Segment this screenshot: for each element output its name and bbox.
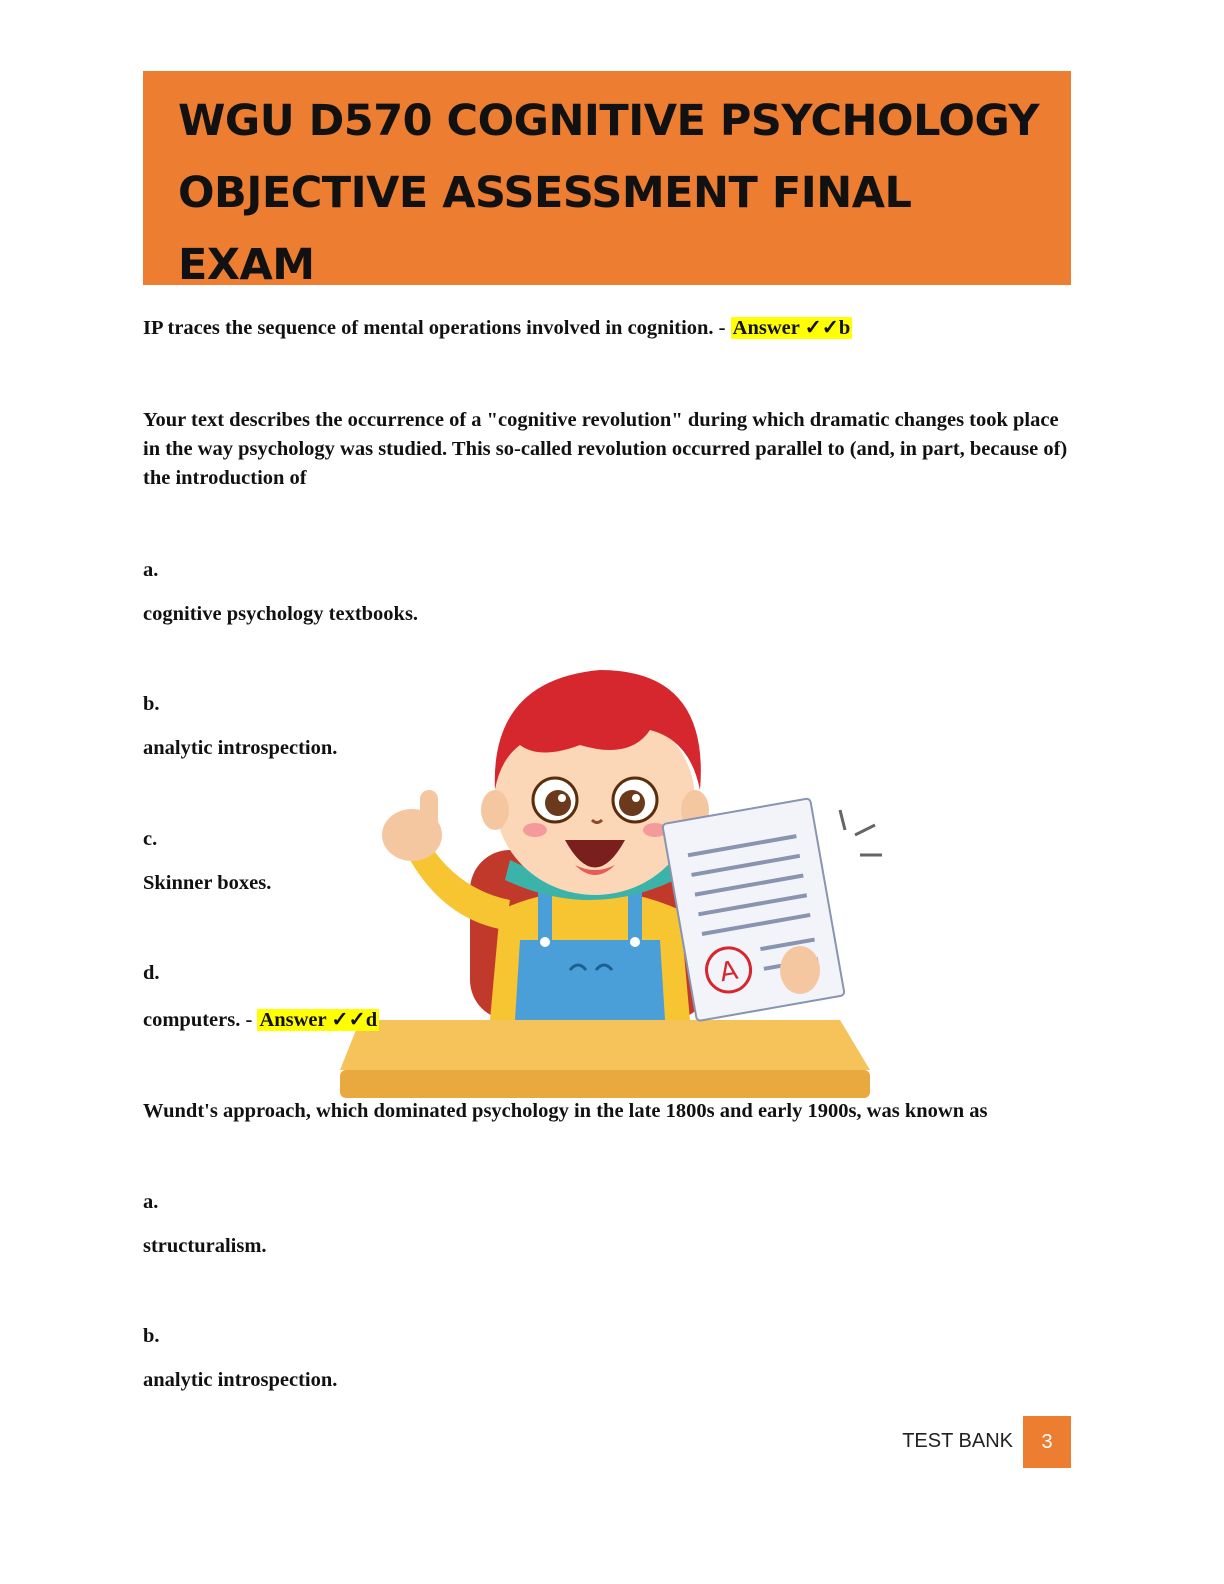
title-banner xyxy=(143,71,1071,290)
document-title xyxy=(178,85,1058,301)
option-text: analytic introspection. xyxy=(143,1369,338,1391)
option-letter: d. xyxy=(143,962,160,984)
page-number: 3 xyxy=(1023,1416,1071,1468)
option-letter: b. xyxy=(143,1325,160,1347)
option-letter: a. xyxy=(143,1191,159,1213)
option-text: computers. - xyxy=(143,1009,253,1031)
question-2-answer: Answer ✓✓d xyxy=(259,1009,378,1031)
question-1-answer: Answer ✓✓b xyxy=(732,317,851,339)
title-line-1: WGU D570 COGNITIVE PSYCHOLOGY xyxy=(178,96,1039,146)
option-letter: a. xyxy=(143,559,159,581)
option-text: analytic introspection. xyxy=(143,737,338,759)
question-3-text: Wundt's approach, which dominated psychology in the late 1800s and early 1900s, was known as xyxy=(143,1100,988,1122)
option-text: cognitive psychology textbooks. xyxy=(143,603,419,625)
option-letter: b. xyxy=(143,693,160,715)
question-2-text: Your text describes the occurrence of a "cognitive revolution" during which dramatic changes took place in the way psychology was studied. This so-called revolution occurred parallel to (and, in part, because of) the introduction of xyxy=(143,409,1068,489)
child-with-graded-test-icon xyxy=(330,650,890,1110)
footer-label: TEST BANK xyxy=(902,1430,1013,1452)
option-text: Skinner boxes. xyxy=(143,872,272,894)
option-letter: c. xyxy=(143,828,158,850)
title-line-2: OBJECTIVE ASSESSMENT FINAL EXAM xyxy=(178,168,912,290)
question-1-text: IP traces the sequence of mental operations involved in cognition. - xyxy=(143,317,726,339)
option-with-answer xyxy=(143,1006,379,1035)
question-1 xyxy=(143,314,852,343)
option-text: structuralism. xyxy=(143,1235,267,1257)
grade-mark: A xyxy=(717,955,741,989)
